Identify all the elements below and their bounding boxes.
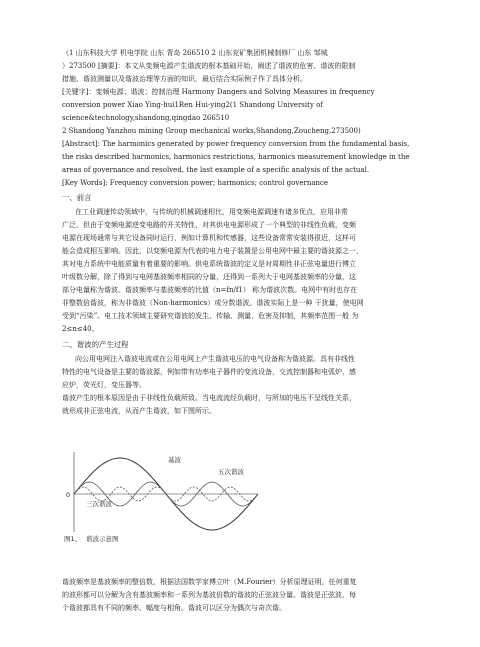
body-line: 部分电量称为谐波。谐波频率与基波频率的比值（n=fn/f1） 称为谐波次数。电网中有时也存在 xyxy=(62,286,358,294)
body-line: 广泛，但由于变频电源逆变电路的开关特性，对其供电电源形成了一个典型的非线性负载，变频 xyxy=(62,221,356,229)
abstract-en-line-1: [Abstract]: The harmonics generated by power frequency conversion from the fundamental basis, xyxy=(62,140,410,148)
harmonic-waveform-diagram xyxy=(62,444,262,544)
body-line: 在工业调速传动领域中，与传统的机械调速相比，用变频电源调速有诸多优点，应用非常 xyxy=(75,208,348,216)
figure-caption: 谐波示意图 xyxy=(86,535,119,543)
abstract-en-line-2: the risks described harmonics, harmonics restrictions, harmonics measurement knowledge in the xyxy=(62,153,410,161)
body-line: 电源在现场通常与其它设备同时运行，例如计算机和传感器，这些设备常常安装得很近，这样可 xyxy=(62,234,356,242)
body-line: 应炉，荧光灯，变压器等。 xyxy=(62,381,146,389)
body-line: 的波形都可以分解为含有基波频率和一系列为基波倍数的谐波的正弦波分量。谐波是正弦波，每 xyxy=(62,591,356,599)
fifth-harmonic-label: 五次谐波 xyxy=(218,468,244,476)
body-line: 谐波产生的根本原因是由于非线性负载所致。当电流流经负载时，与所加的电压不呈线性关系， xyxy=(62,394,356,402)
english-title-line-1: conversion power Xiao Ying-hui1Ren Hui-ying2(1 Shandong University of xyxy=(62,101,323,109)
section-heading-preface: 一、前言 xyxy=(62,193,92,202)
body-line: 非整数倍谐波，称为非谐波（Non-harmonics）或分数谐波。谐波实际上是一种 干扰量，使电网 xyxy=(62,299,364,307)
section-heading-generation: 二、谐波的产生过程 xyxy=(62,340,129,349)
harmonic-figure xyxy=(62,444,262,544)
body-line: 个谐波都具有不同的频率、幅度与相角。谐波可以区分为偶次与奇次谐。 xyxy=(62,604,286,612)
english-affiliation-line: 2 Shandong Yanzhou mining Group mechanical works,Shandong,Zoucheng,273500) xyxy=(62,127,361,135)
body-line: 其对电力系统中电能质量有着重要的影响。供电系统谐波的定义是对周期性非正弦电量进行傅立 xyxy=(62,260,356,268)
third-harmonic-label: 三次谐波 xyxy=(86,500,112,508)
origin-label: 0 xyxy=(66,491,71,499)
figure-number: 图1、 xyxy=(64,535,82,543)
abstract-en-line-3: areas of governance and resolved, the last example of a specific analysis of the actual. xyxy=(62,166,370,174)
body-line: 特性的电气设备是主要的谐波源，例如带有功率电子器件的变流设备，交流控制器和电弧炉，感 xyxy=(62,368,356,376)
abstract-cn-line-1: ）273500 [摘要]：本文从变频电源产生谐波的根本基础开始，阐述了谐波的危害、谐波的限制 xyxy=(62,62,356,70)
fundamental-label: 基波 xyxy=(168,456,181,464)
body-line: 能会造成相互影响。因此，以变频电源为代表的电力电子装置是公用电网中最主要的谐波源之一， xyxy=(62,247,363,255)
body-line: 谐波频率是基波频率的整倍数，根据法国数学家傅立叶（M.Fourier）分析原理证明，任何重复 xyxy=(62,578,357,586)
keywords-cn-line: [关键字]：变频电源；谐波；控制治理 Harmony Dangers and Solving Measures in frequency xyxy=(62,88,375,96)
affiliation-line-1: （1 山东科技大学 机电学院 山东 青岛 266510 2 山东兖矿集团机械制修厂 山东 邹城 xyxy=(62,49,328,57)
body-line: 2≤n≤40。 xyxy=(62,325,99,333)
keywords-en-line: [Key Words]: Frequency conversion power; harmonics; control governance xyxy=(62,179,329,187)
abstract-cn-line-2: 措施、谐波测量以及谐波治理等方面的知识，最后结合实际例子作了具体分析。 xyxy=(62,75,307,83)
english-title-line-2: science&technology,shandong,qingdao 266510 xyxy=(62,114,230,122)
body-line: 向公用电网注入谐波电流或在公用电网上产生谐波电压的电气设备称为谐波源。具有非线性 xyxy=(75,355,355,363)
body-line: 就形成非正弦电流，从而产生谐波，如下图所示。 xyxy=(62,407,216,415)
body-line: 受到“污染”。电工技术领域主要研究谐波的发生、传输、测量、危害及抑制，其频率范围一般 为 xyxy=(62,312,359,320)
body-line: 叶级数分解，除了得到与电网基波频率相同的分量，还得到一系列大于电网基波频率的分量，这 xyxy=(62,273,356,281)
